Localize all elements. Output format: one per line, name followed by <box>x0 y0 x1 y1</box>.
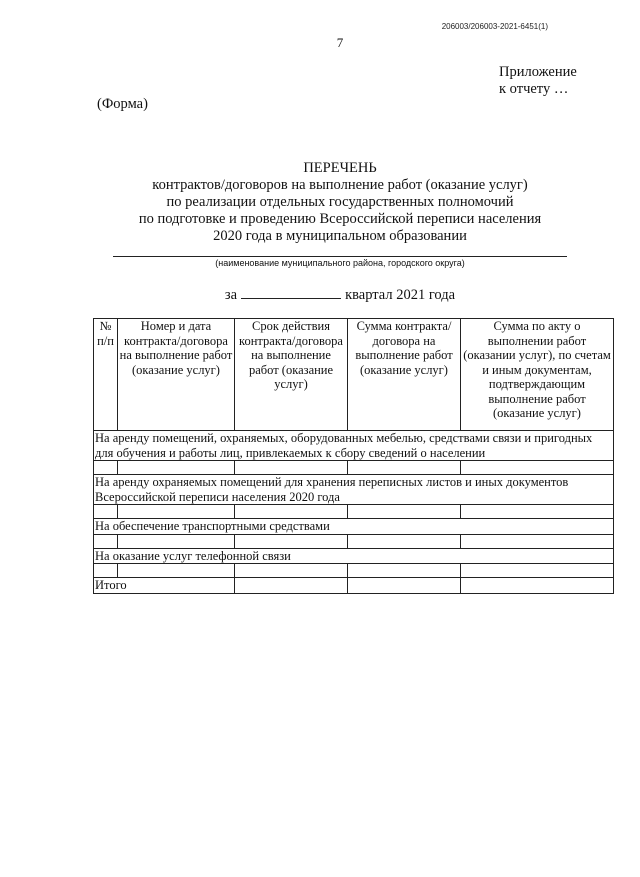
table-row <box>94 461 614 475</box>
table-header-row <box>94 319 614 431</box>
municipality-blank-line <box>113 256 567 257</box>
section-row <box>94 431 614 461</box>
contracts-table <box>93 318 614 594</box>
section-row <box>94 475 614 505</box>
header-contract-amount: Сумма контракта/договора на выполнение работ (оказание услуг) <box>348 319 461 431</box>
section-row <box>94 548 614 564</box>
period-suffix: квартал 2021 года <box>345 287 456 303</box>
title-line: 2020 года в муниципальном образовании <box>213 228 467 244</box>
table-row <box>94 505 614 519</box>
page-number: 7 <box>336 35 344 50</box>
header-act-amount: Сумма по акту о выполнении работ (оказании услуг), по счетам и иным документам, подтверждающим выполнение работ (оказание услуг) <box>461 319 614 431</box>
title-line: контрактов/договоров на выполнение работ (оказание услуг) <box>152 177 528 193</box>
total-label: Итого <box>94 578 235 594</box>
period-prefix: за <box>224 287 238 303</box>
total-row <box>94 578 614 594</box>
appendix-line-2: к отчету … <box>499 81 569 97</box>
header-number: № п/п <box>94 319 118 431</box>
section-transport: На обеспечение транспортными средствами <box>94 519 614 535</box>
section-storage-rent: На аренду охраняемых помещений для хранения переписных листов и иных документов Всероссийской переписи населения 2020 года <box>94 475 614 505</box>
title-line: по реализации отдельных государственных полномочий <box>166 194 514 210</box>
document-title <box>0 160 640 245</box>
form-label: (Форма) <box>97 96 148 112</box>
quarter-blank-line <box>241 286 341 299</box>
header-contract-number-date: Номер и дата контракта/договора на выполнение работ (оказание услуг) <box>118 319 235 431</box>
section-telephone: На оказание услуг телефонной связи <box>94 548 614 564</box>
municipality-caption: (наименование муниципального района, городского округа) <box>215 258 465 268</box>
document-id: 206003/206003-2021-6451(1) <box>441 22 548 31</box>
table-row <box>94 534 614 548</box>
table-row <box>94 564 614 578</box>
title-heading: ПЕРЕЧЕНЬ <box>303 160 377 176</box>
appendix-note <box>499 64 577 98</box>
section-row <box>94 519 614 535</box>
header-contract-term: Срок действия контракта/договора на выполнение работ (оказание услуг) <box>235 319 348 431</box>
title-line: по подготовке и проведению Всероссийской переписи населения <box>138 211 542 227</box>
appendix-line-1: Приложение <box>499 64 577 80</box>
section-premises-rent: На аренду помещений, охраняемых, оборудованных мебелью, средствами связи и пригодных для обучения и работы лиц, привлекаемых к сбору сведений о населении <box>94 431 614 461</box>
reporting-period <box>0 286 640 304</box>
